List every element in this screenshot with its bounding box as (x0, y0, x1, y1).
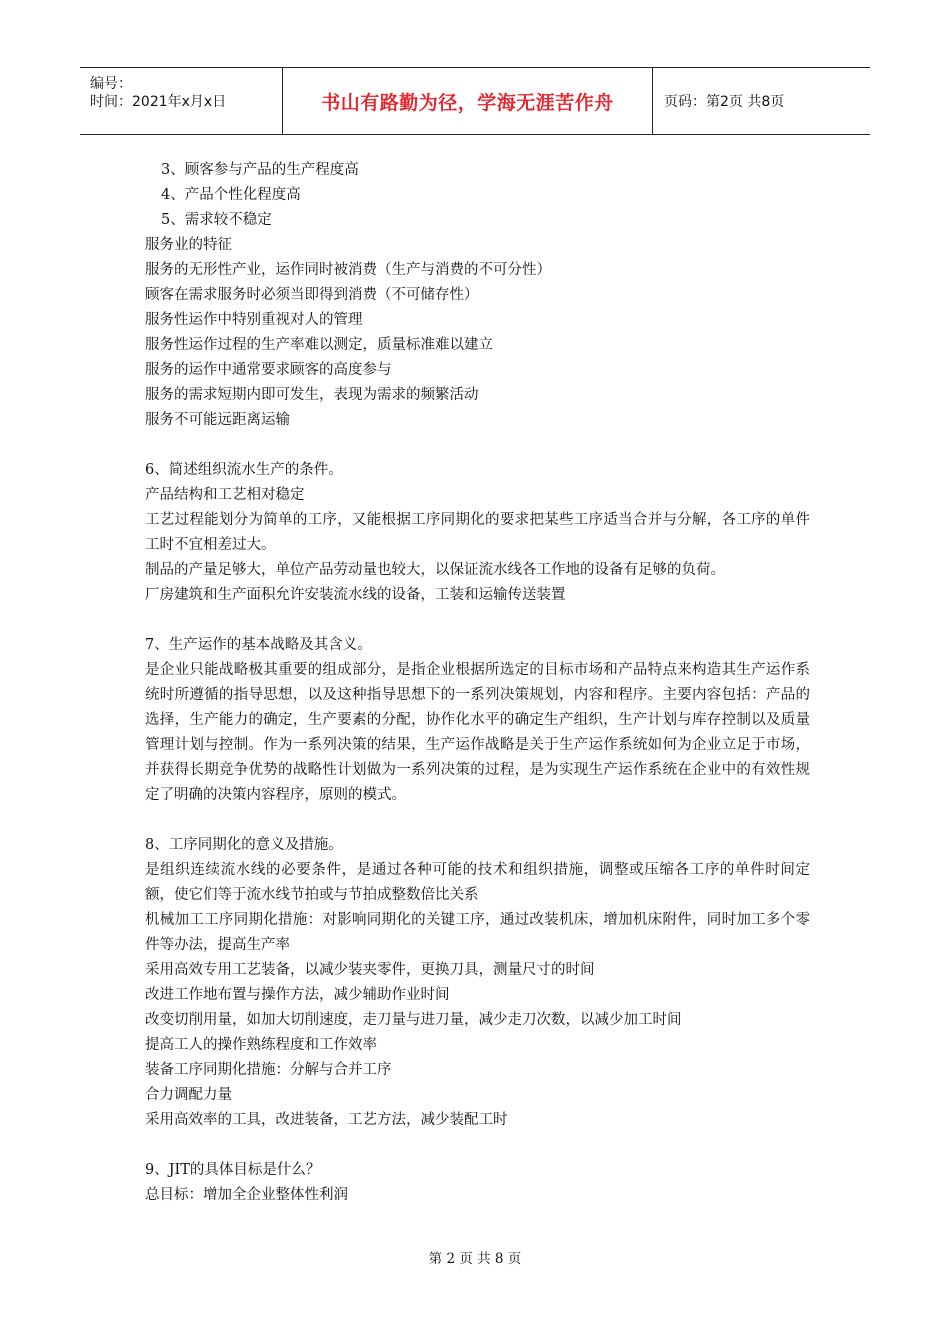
paragraph: 服务业的特征 (145, 237, 232, 253)
id-label: 编号： (90, 76, 132, 92)
paragraph: 7、生产运作的基本战略及其含义。 (145, 637, 372, 653)
paragraph: 服务性运作中特别重视对人的管理 (145, 312, 363, 328)
paragraph: 是企业只能战略极其重要的组成部分，是指企业根据所选定的目标市场和产品特点来构造其生产运作系统时所遵循的指导思想，以及这种指导思想下的一系列决策规划，内容和程序。主要内容包括：产品的选择，生产能力的确定，生产要素的分配，协作化水平的确定生产组织，生产计划与库存控制以及质量管理计划与控制。作为一系列决策的结果，生产运作战略是关于生产运作系统如何为企业立足于市场，并获得长期竞争优势的战略性计划做为一系列决策的过程，是为实现生产运作系统在企业中的有效性规定了明确的决策内容程序，原则的模式。 (145, 662, 810, 803)
paragraph: 服务不可能远距离运输 (145, 412, 290, 428)
header-meta (80, 68, 283, 134)
page-footer: 第 2 页 共 8 页 (428, 1251, 522, 1267)
paragraph: 3、顾客参与产品的生产程度高 (161, 162, 359, 178)
paragraph: 装备工序同期化措施：分解与合并工序 (145, 1062, 392, 1078)
paragraph: 服务的运作中通常要求顾客的高度参与 (145, 362, 392, 378)
paragraph: 工艺过程能划分为简单的工序，又能根据工序同期化的要求把某些工序适当合并与分解，各工序的单件工时不宜相差过大。 (145, 512, 810, 553)
paragraph: 9、JIT的具体目标是什么？ (145, 1162, 321, 1178)
paragraph: 改进工作地布置与操作方法，减少辅助作业时间 (145, 987, 450, 1003)
paragraph: 8、工序同期化的意义及措施。 (145, 837, 343, 853)
header-page-label: 页码：第2页 共8页 (664, 94, 785, 110)
paragraph: 服务性运作过程的生产率难以测定，质量标准难以建立 (145, 337, 493, 353)
paragraph: 厂房建筑和生产面积允许安装流水线的设备，工装和运输传送装置 (145, 587, 566, 603)
paragraph-gap (145, 608, 810, 633)
paragraph: 机械加工工序同期化措施：对影响同期化的关键工序，通过改装机床，增加机床附件，同时加工多个零件等办法，提高生产率 (145, 912, 810, 953)
paragraph: 服务的无形性产业，运作同时被消费（生产与消费的不可分性） (145, 262, 551, 278)
paragraph-gap (145, 433, 810, 458)
paragraph: 4、产品个性化程度高 (161, 187, 301, 203)
paragraph: 合力调配力量 (145, 1087, 232, 1103)
paragraph: 是组织连续流水线的必要条件，是通过各种可能的技术和组织措施，调整或压缩各工序的单件时间定额，使它们等于流水线节拍或与节拍成整数倍比关系 (145, 862, 810, 903)
paragraph: 采用高效专用工艺装备，以减少装夹零件，更换刀具，测量尺寸的时间 (145, 962, 595, 978)
time-label: 时间：2021年x月x日 (90, 94, 227, 110)
paragraph-gap (145, 1133, 810, 1158)
paragraph: 制品的产量足够大，单位产品劳动量也较大，以保证流水线各工作地的设备有足够的负荷。 (145, 562, 725, 578)
paragraph: 6、简述组织流水生产的条件。 (145, 462, 343, 478)
page-header (80, 67, 870, 135)
paragraph: 提高工人的操作熟练程度和工作效率 (145, 1037, 377, 1053)
paragraph: 产品结构和工艺相对稳定 (145, 487, 305, 503)
paragraph: 5、需求较不稳定 (161, 212, 272, 228)
paragraph: 总目标：增加全企业整体性利润 (145, 1187, 348, 1203)
document-body (145, 158, 810, 1208)
paragraph: 采用高效率的工具，改进装备，工艺方法，减少装配工时 (145, 1112, 508, 1128)
header-motto: 书山有路勤为径，学海无涯苦作舟 (283, 68, 653, 134)
paragraph: 服务的需求短期内即可发生，表现为需求的频繁活动 (145, 387, 479, 403)
paragraph: 改变切削用量，如加大切削速度，走刀量与进刀量，减少走刀次数，以减少加工时间 (145, 1012, 682, 1028)
paragraph-gap (145, 808, 810, 833)
paragraph: 顾客在需求服务时必须当即得到消费（不可储存性） (145, 287, 479, 303)
